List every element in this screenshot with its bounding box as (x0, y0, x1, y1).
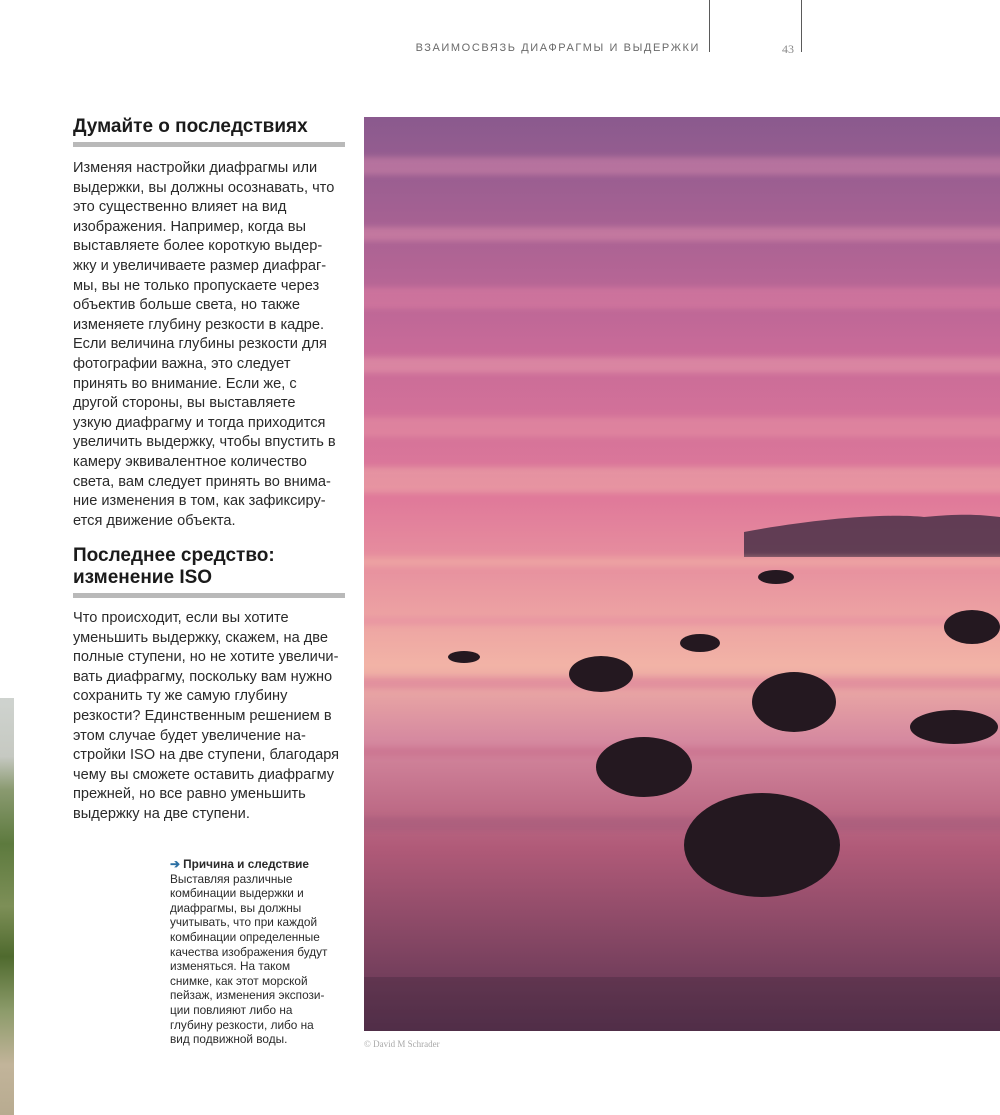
text-line: снимке, как этот морской (170, 973, 308, 988)
text-line: ется движение объекта. (73, 512, 236, 529)
rock (758, 570, 794, 584)
text-line: пейзаж, изменения экспози- (170, 988, 325, 1003)
heading-line: Думайте о последствиях (73, 116, 308, 137)
rock (684, 793, 840, 897)
sky-gradient (364, 117, 1000, 1031)
rock (752, 672, 836, 732)
running-head: ВЗАИМОСВЯЗЬ ДИАФРАГМЫ И ВЫДЕРЖКИ (415, 42, 700, 54)
text-line: фотографии важна, это следует (73, 355, 291, 372)
rock (596, 737, 692, 797)
text-line: чему вы сможете оставить диафрагму (73, 766, 335, 783)
text-line: объектив больше света, но также (73, 297, 300, 314)
text-line: вать диафрагму, поскольку вам нужно (73, 668, 333, 685)
rock (680, 634, 720, 652)
seascape-photo (364, 117, 1000, 1031)
sidenote-body (170, 872, 348, 1047)
text-line: жку и увеличиваете размер диафраг- (73, 257, 327, 274)
text-line: резкости? Единственным решением в (73, 707, 332, 724)
text-line: стройки ISO на две ступени, благодаря (73, 747, 340, 764)
rock (944, 610, 1000, 644)
text-line: мы, вы не только пропускаете через (73, 277, 320, 294)
header-divider-right (801, 0, 802, 52)
text-line: полные ступени, но не хотите увеличи- (73, 649, 339, 666)
header-divider-left (709, 0, 710, 52)
text-line: вид подвижной воды. (170, 1032, 288, 1047)
text-line: это существенно влияет на вид (73, 199, 287, 216)
text-line: камеру эквивалентное количество (73, 453, 307, 470)
text-line: выставляете более короткую выдер- (73, 238, 323, 255)
text-line: учитывать, что при каждой (170, 915, 318, 930)
heading-line: изменение ISO (73, 567, 213, 588)
text-line: качества изображения будут (170, 944, 328, 959)
text-line: изменяете глубину резкости в кадре. (73, 316, 325, 333)
text-line: ние изменения в том, как зафиксиру- (73, 493, 326, 510)
text-line: Изменяя настройки диафрагмы или (73, 160, 318, 176)
rock (910, 710, 998, 744)
text-line: принять во внимание. Если же, с (73, 375, 297, 392)
text-line: Если величина глубины резкости для (73, 336, 327, 353)
sidenote-heading (170, 857, 348, 872)
section-paragraph (73, 159, 345, 531)
text-line: выдержку на две ступени. (73, 805, 250, 822)
text-line: узкую диафрагму и тогда приходится (73, 414, 326, 431)
foreground-shadow (364, 977, 1000, 1031)
text-line: другой стороны, вы выставляете (73, 395, 296, 412)
text-line: Выставляя различные (170, 871, 293, 886)
sidenote-title: Причина и следствие (183, 857, 309, 871)
heading-line: Последнее средство: (73, 545, 275, 566)
text-line: уменьшить выдержку, скажем, на две (73, 629, 328, 646)
text-line: изображения. Например, когда вы (73, 218, 306, 235)
text-line: этом случае будет увеличение на- (73, 727, 306, 744)
photo-credit: © David M Schrader (364, 1039, 440, 1049)
text-line: Что происходит, если вы хотите (73, 610, 289, 626)
text-line: увеличить выдержку, чтобы впустить в (73, 434, 336, 451)
rock (569, 656, 633, 692)
section-heading (73, 116, 345, 138)
text-line: диафрагмы, вы должны (170, 900, 302, 915)
adjacent-page-photo-edge (0, 698, 14, 1115)
text-line: выдержки, вы должны осознавать, что (73, 179, 335, 196)
rock (448, 651, 480, 663)
section-paragraph (73, 609, 345, 825)
text-line: сохранить ту же самую глубину (73, 688, 288, 705)
arrow-right-icon: ➔ (170, 857, 180, 871)
text-line: комбинации определенные (170, 929, 320, 944)
seascape-illustration (364, 117, 1000, 1031)
sidenote-cause-effect (170, 857, 348, 1047)
text-line: изменяться. На таком (170, 959, 291, 974)
text-line: прежней, но все равно уменьшить (73, 786, 306, 803)
page-number: 43 (782, 42, 794, 56)
section-consequences (73, 116, 345, 531)
text-line: комбинации выдержки и (170, 886, 304, 901)
text-line: света, вам следует принять во внима- (73, 473, 331, 490)
section-iso (73, 545, 345, 825)
text-line: ции повлияют либо на (170, 1002, 293, 1017)
text-line: глубину резкости, либо на (170, 1017, 314, 1032)
section-heading (73, 545, 345, 589)
